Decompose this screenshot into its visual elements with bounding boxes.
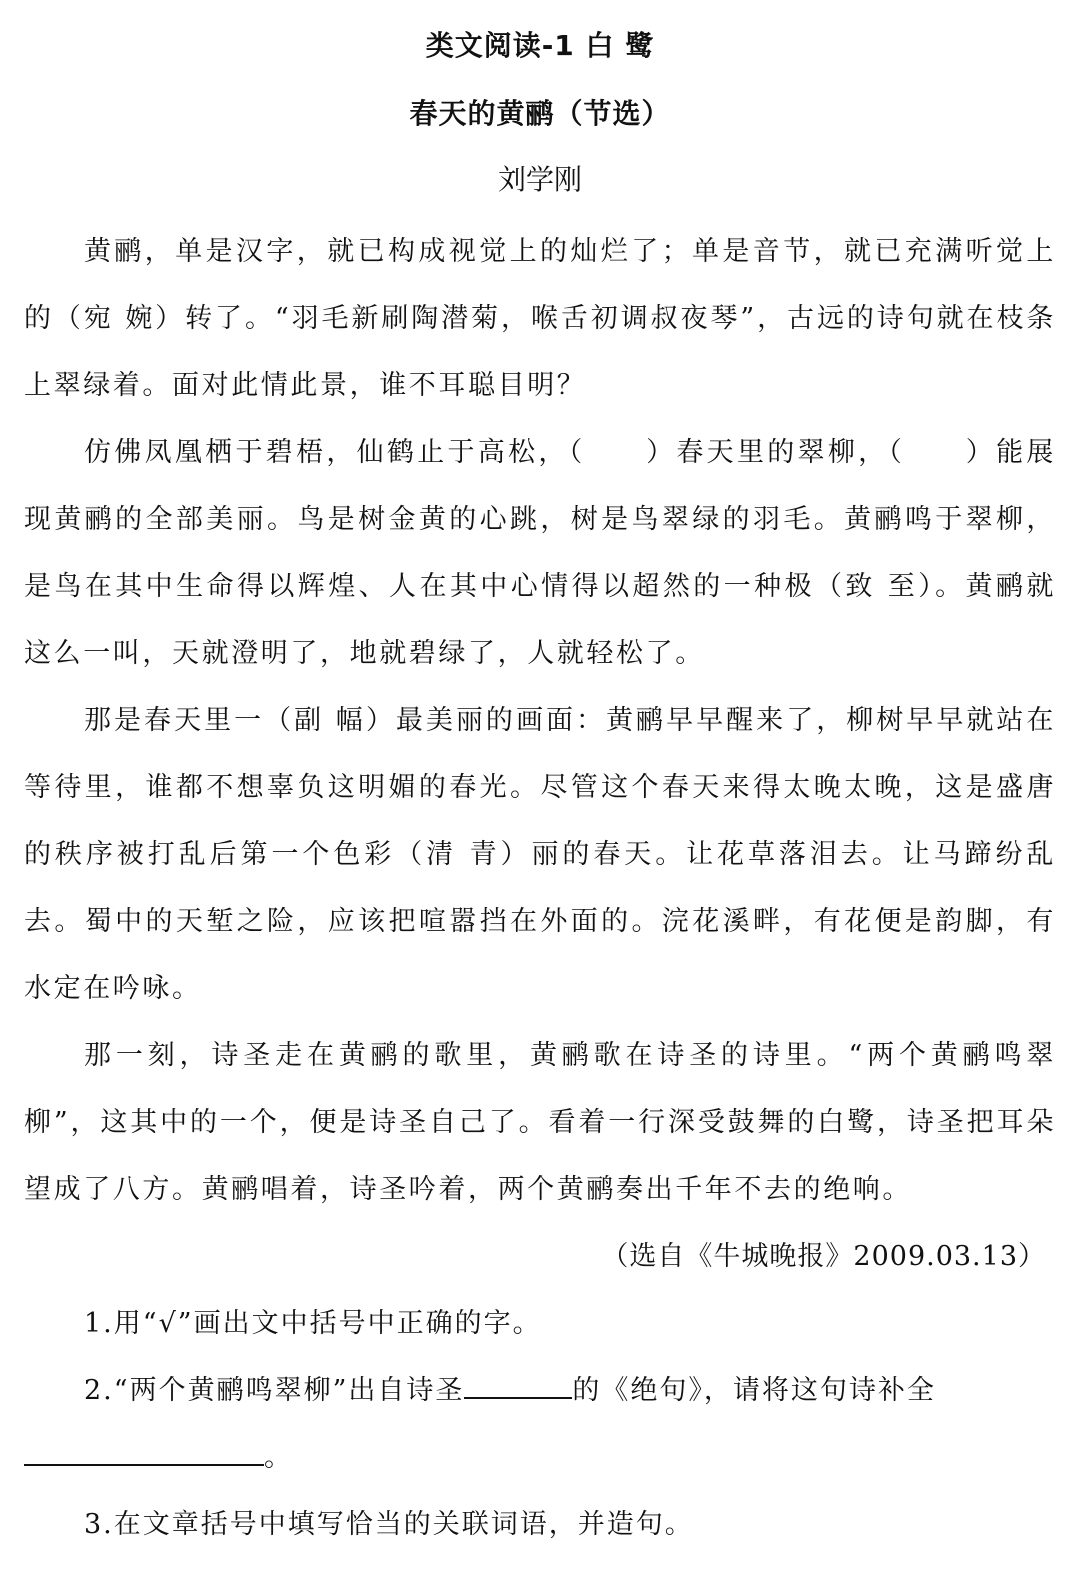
question-3: 3.在文章括号中填写恰当的关联词语，并造句。 bbox=[84, 1509, 694, 1540]
question-1: 1.用“√”画出文中括号中正确的字。 bbox=[84, 1308, 542, 1339]
page-title: 类文阅读-1 白 鹭 bbox=[425, 29, 655, 62]
answer-blank-poem[interactable] bbox=[24, 1436, 264, 1466]
paragraph-4: 那一刻，诗圣走在黄鹂的歌里，黄鹂歌在诗圣的诗里。“两个黄鹂鸣翠柳”，这其中的一个，便是诗圣自己了。看着一行深受鼓舞的白鹭，诗圣把耳朵望成了八方。黄鹂唱着，诗圣吟着，两个黄鹂奏出千年不去的绝响。 bbox=[24, 1040, 1056, 1205]
source-citation: （选自《牛城晚报》2009.03.13） bbox=[601, 1241, 1046, 1272]
paragraph-2: 仿佛凤凰栖于碧梧，仙鹤止于高松，（ ）春天里的翠柳，（ ）能展现黄鹂的全部美丽。鸟是树金黄的心跳，树是鸟翠绿的羽毛。黄鹂鸣于翠柳，是鸟在其中生命得以辉煌、人在其中心情得以超然的一种极（致 至）。黄鹂就这么一叫，天就澄明了，地就碧绿了，人就轻松了。 bbox=[24, 437, 1056, 669]
paragraph-3: 那是春天里一（副 幅）最美丽的画面：黄鹂早早醒来了，柳树早早就站在等待里，谁都不想辜负这明媚的春光。尽管这个春天来得太晚太晚，这是盛唐的秩序被打乱后第一个色彩（清 青）丽的春天。让花草落泪去。让马蹄纷乱去。蜀中的天堑之险，应该把喧嚣挡在外面的。浣花溪畔，有花便是韵脚，有水定在吟咏。 bbox=[24, 705, 1056, 1004]
author-name: 刘学刚 bbox=[497, 163, 582, 196]
passage-body bbox=[24, 218, 1056, 1290]
article-title: 春天的黄鹂（节选） bbox=[409, 97, 671, 130]
questions-section bbox=[24, 1290, 1056, 1558]
question-2-part-a: 2.“两个黄鹂鸣翠柳”出自诗圣 bbox=[84, 1375, 465, 1406]
answer-blank-poet[interactable] bbox=[464, 1369, 572, 1399]
question-2-part-b: 的《绝句》，请将这句诗补全 bbox=[572, 1375, 936, 1406]
question-2 bbox=[24, 1357, 1056, 1491]
paragraph-1: 黄鹂，单是汉字，就已构成视觉上的灿烂了；单是音节，就已充满听觉上的（宛 婉）转了。“羽毛新刷陶潜菊，喉舌初调叔夜琴”，古远的诗句就在枝条上翠绿着。面对此情此景，谁不耳聪目明？ bbox=[24, 236, 1056, 401]
question-2-part-c: 。 bbox=[264, 1442, 293, 1473]
